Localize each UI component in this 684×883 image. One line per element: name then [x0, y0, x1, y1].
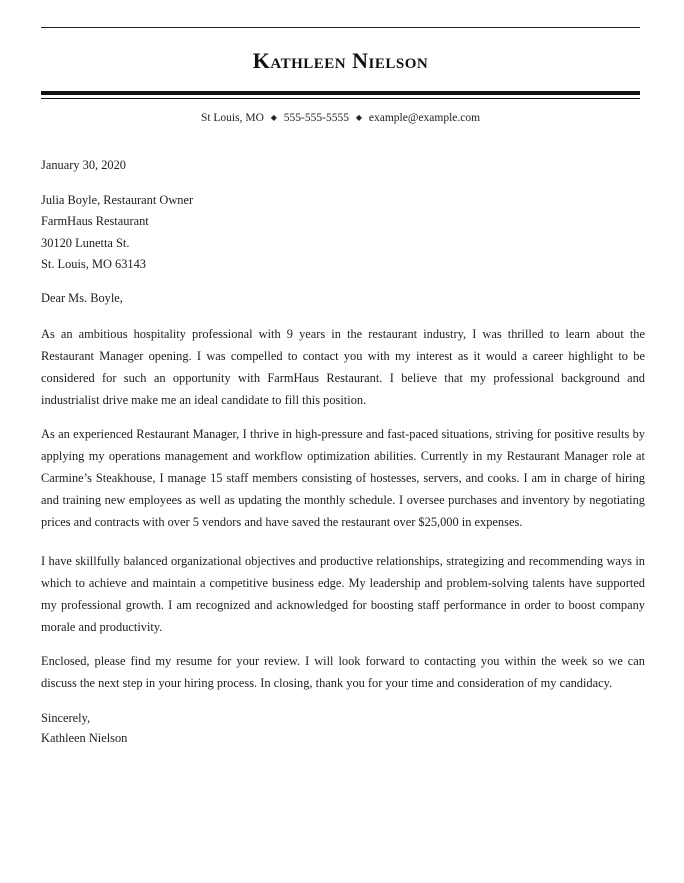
- header-thin-rule: [41, 98, 640, 99]
- contact-email: example@example.com: [368, 112, 481, 124]
- contact-phone: 555-555-5555: [283, 112, 349, 124]
- contact-location: St Louis, MO: [200, 112, 264, 124]
- diamond-separator-icon: ◆: [270, 113, 277, 122]
- body-paragraph-2: [41, 423, 645, 533]
- contact-line: [41, 110, 640, 126]
- header-thick-rule: [41, 91, 640, 95]
- recipient-company: FarmHaus Restaurant: [41, 214, 149, 229]
- paragraph-text: As an ambitious hospitality professional with 9 years in the restaurant industry, I was thrilled to learn about the Restaurant Manager opening. I was compelled to contact you with my interest as it would a career highlight to be considered for such an opportunity with FarmHaus Restaurant. I believe that my professional background and industrialist drive make me an ideal candidate to fill this position.: [41, 327, 645, 407]
- body-paragraph-1: [41, 323, 645, 411]
- salutation: Dear Ms. Boyle,: [41, 291, 123, 305]
- body-paragraph-4: [41, 650, 645, 694]
- recipient-address: [41, 190, 645, 275]
- signature-name: Kathleen Nielson: [41, 731, 128, 745]
- letter-closing: [41, 708, 645, 748]
- paragraph-text: I have skillfully balanced organizational objectives and productive relationships, strategizing and recommending ways in which to achieve and maintain a competitive business edge. My leadership and problem-solving talents have supported my professional growth. I am recognized and acknowledged for boosting staff performance in order to boost company morale and productivity.: [41, 554, 645, 634]
- paragraph-text: As an experienced Restaurant Manager, I thrive in high-pressure and fast-paced situations, striving for positive results by applying my operations management and workflow optimization abilities. Currently in my Restaurant Manager role at Carmine’s Steakhouse, I manage 15 staff members consisting of hostesses, servers, and cooks. I am in charge of hiring and training new employees as well as updating the monthly schedule. I oversee purchases and inventory by negotiating prices and contracts with over 5 vendors and have saved the restaurant over $25,000 in expenses.: [41, 427, 645, 529]
- recipient-street: 30120 Lunetta St.: [41, 235, 130, 250]
- header-top-rule: [41, 27, 640, 28]
- recipient-name-title: Julia Boyle, Restaurant Owner: [41, 193, 194, 207]
- applicant-name: Kathleen Nielson: [252, 48, 429, 73]
- letter-date: January 30, 2020: [41, 158, 126, 172]
- body-paragraph-3: [41, 550, 645, 638]
- diamond-separator-icon: ◆: [355, 113, 362, 122]
- closing-phrase: Sincerely,: [41, 711, 91, 725]
- paragraph-text: Enclosed, please find my resume for your review. I will look forward to contacting you within the week so we can discuss the next step in your hiring process. In closing, thank you for your time and consideration of my candidacy.: [41, 654, 645, 690]
- recipient-city-state-zip: St. Louis, MO 63143: [41, 256, 146, 271]
